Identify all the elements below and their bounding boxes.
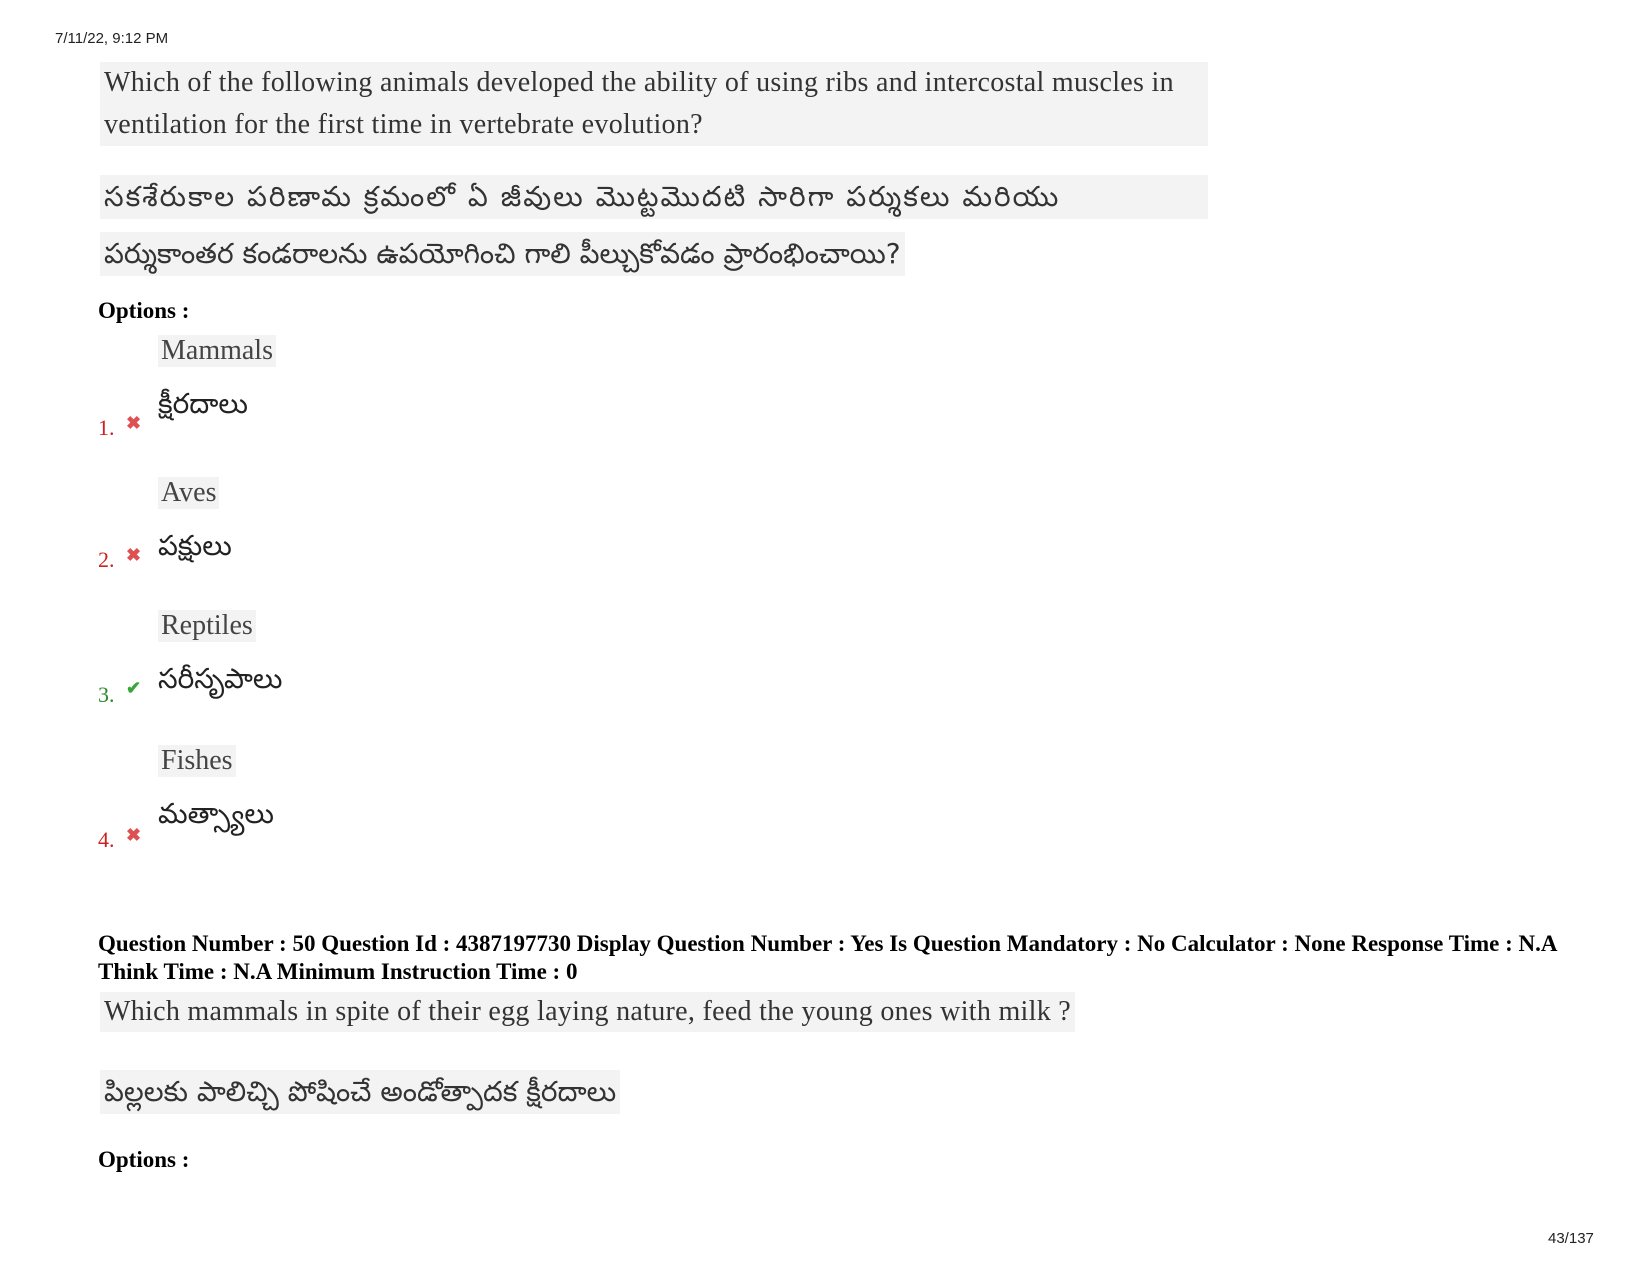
option-3-text-english: Reptiles bbox=[158, 610, 256, 642]
question-50-text-english: Which mammals in spite of their egg laying nature, feed the young ones with milk ? bbox=[100, 992, 1075, 1032]
print-timestamp: 7/11/22, 9:12 PM bbox=[55, 30, 169, 47]
question-49-text-telugu-line-2: పర్శుకాంతర కండరాలను ఉపయోగించి గాలి పీల్చుకోవడం ప్రారంభించాయి? bbox=[100, 232, 905, 276]
option-2-text-english: Aves bbox=[158, 477, 219, 509]
option-1-text-english: Mammals bbox=[158, 335, 276, 367]
page-number: 43/137 bbox=[1548, 1230, 1594, 1247]
option-4-text-telugu: మత్స్యాలు bbox=[158, 797, 274, 830]
option-3-number: 3. bbox=[98, 682, 115, 707]
option-2-text-telugu: పక్షులు bbox=[158, 529, 232, 562]
option-3-text-telugu: సరీసృపాలు bbox=[158, 662, 283, 695]
question-49-text-telugu-line-1: సకశేరుకాల పరిణామ క్రమంలో ఏ జీవులు మొట్టమొదటి సారిగా పర్శుకలు మరియు bbox=[100, 175, 1208, 219]
option-2-number: 2. bbox=[98, 547, 115, 572]
option-4-number: 4. bbox=[98, 827, 115, 852]
options-label: Options : bbox=[98, 298, 190, 323]
question-50-metadata: Question Number : 50 Question Id : 4387197730 Display Question Number : Yes Is Question Mandatory : No Calculator : None Response Time : N.A Think Time : N.A Minimum Instruction Time : 0 bbox=[98, 931, 1557, 984]
option-1-text-telugu: క్షీరదాలు bbox=[158, 387, 248, 420]
option-1-number: 1. bbox=[98, 415, 115, 440]
question-50-text-telugu: పిల్లలకు పాలిచ్చి పోషించే అండోత్పాదక క్షీరదాలు bbox=[100, 1070, 620, 1114]
wrong-mark-icon: ✖ bbox=[126, 545, 142, 565]
wrong-mark-icon: ✖ bbox=[126, 413, 142, 433]
correct-check-icon: ✔ bbox=[126, 678, 142, 698]
wrong-mark-icon: ✖ bbox=[126, 825, 142, 845]
question-49-text-english: Which of the following animals developed the ability of using ribs and intercostal muscles in ventilation for the first time in vertebrate evolution? bbox=[100, 62, 1208, 146]
option-4-text-english: Fishes bbox=[158, 745, 236, 777]
options-label-q50: Options : bbox=[98, 1147, 190, 1172]
